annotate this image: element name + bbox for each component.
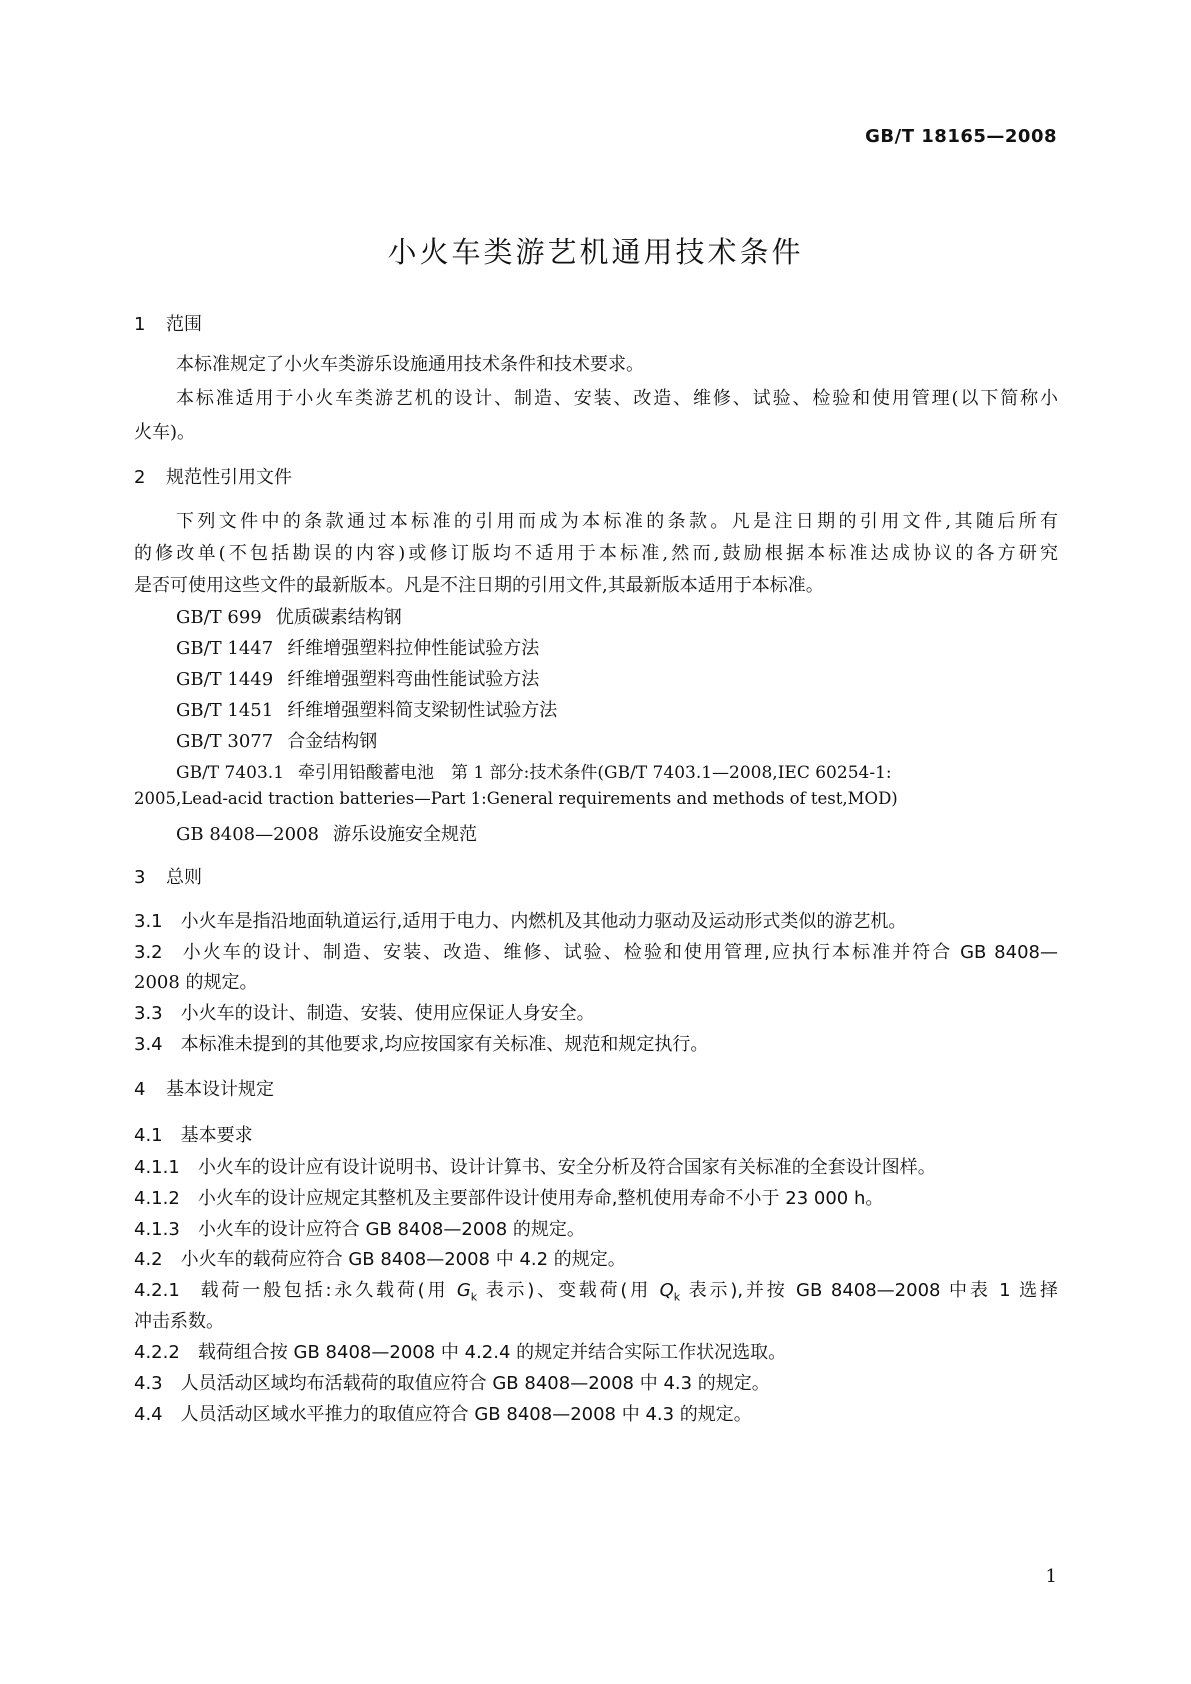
clause-4-2-1: 4.2.1 载荷一般包括:永久载荷(用 $G_k$ 表示)、变载荷(用 $Q_k$ 表示),并按 GB 8408—2008 中表 1 选择 [134,1280,1058,1304]
reference-item: GB/T 1449 纤维增强塑料弯曲性能试验方法 [176,669,540,690]
clause-3-2-continuation: 2008 的规定。 [134,972,258,993]
section-4-heading: 4 基本设计规定 [134,1079,274,1100]
clause-3-1: 3.1 小火车是指沿地面轨道运行,适用于电力、内燃机及其他动力驱动及运动形式类似的游艺机。 [134,911,907,932]
s2-paragraph-line-3: 是否可使用这些文件的最新版本。凡是不注日期的引用文件,其最新版本适用于本标准。 [134,575,824,596]
s1-paragraph-2-line-2: 火车)。 [134,422,196,443]
clause-4-3: 4.3 人员活动区域均布活载荷的取值应符合 GB 8408—2008 中 4.3 的规定。 [134,1373,770,1394]
section-3-heading: 3 总则 [134,867,202,888]
clause-4-2: 4.2 小火车的载荷应符合 GB 8408—2008 中 4.2 的规定。 [134,1249,626,1270]
reference-item: GB/T 7403.1 牵引用铅酸蓄电池 第 1 部分:技术条件(GB/T 7403.1—2008,IEC 60254-1: [176,763,892,783]
page-number: 1 [1045,1566,1057,1587]
s1-paragraph-1: 本标准规定了小火车类游乐设施通用技术条件和技术要求。 [176,354,644,375]
clause-4-4: 4.4 人员活动区域水平推力的取值应符合 GB 8408—2008 中 4.3 的规定。 [134,1404,752,1425]
document-title: 小火车类游艺机通用技术条件 [387,235,804,269]
reference-item: GB/T 1451 纤维增强塑料简支梁韧性试验方法 [176,700,558,721]
reference-item: GB/T 1447 纤维增强塑料拉伸性能试验方法 [176,638,540,659]
clause-4-1-1: 4.1.1 小火车的设计应有设计说明书、设计计算书、安全分析及符合国家有关标准的全套设计图样。 [134,1157,936,1178]
reference-item: GB/T 699 优质碳素结构钢 [176,607,402,628]
clause-4-2-2: 4.2.2 载荷组合按 GB 8408—2008 中 4.2.4 的规定并结合实际工作状况选取。 [134,1342,787,1363]
section-2-heading: 2 规范性引用文件 [134,467,292,488]
s2-paragraph-line-2: 的修改单(不包括勘误的内容)或修订版均不适用于本标准,然而,鼓励根据本标准达成协议的各方研究 [134,543,1058,564]
clause-3-2: 3.2 小火车的设计、制造、安装、改造、维修、试验、检验和使用管理,应执行本标准并符合 GB 8408— [134,942,1058,963]
reference-item: GB/T 3077 合金结构钢 [176,731,378,752]
clause-4-1: 4.1 基本要求 [134,1125,253,1146]
clause-4-2-1-continuation: 冲击系数。 [134,1311,224,1332]
s1-paragraph-2-line-1: 本标准适用于小火车类游艺机的设计、制造、安装、改造、维修、试验、检验和使用管理(以下简称小 [176,388,1058,409]
clause-3-4: 3.4 本标准未提到的其他要求,均应按国家有关标准、规范和规定执行。 [134,1034,709,1055]
clause-4-1-3: 4.1.3 小火车的设计应符合 GB 8408—2008 的规定。 [134,1219,585,1240]
clause-4-1-2: 4.1.2 小火车的设计应规定其整机及主要部件设计使用寿命,整机使用寿命不小于 23 000 h。 [134,1188,884,1209]
standard-number: GB/T 18165—2008 [865,126,1057,147]
section-1-heading: 1 范围 [134,314,202,335]
s2-paragraph-line-1: 下列文件中的条款通过本标准的引用而成为本标准的条款。凡是注日期的引用文件,其随后所有 [176,511,1058,532]
reference-item: GB 8408—2008 游乐设施安全规范 [176,824,477,845]
clause-3-3: 3.3 小火车的设计、制造、安装、使用应保证人身安全。 [134,1003,595,1024]
reference-item-continuation: 2005,Lead-acid traction batteries—Part 1:General requirements and methods of test,MOD) [134,789,898,808]
